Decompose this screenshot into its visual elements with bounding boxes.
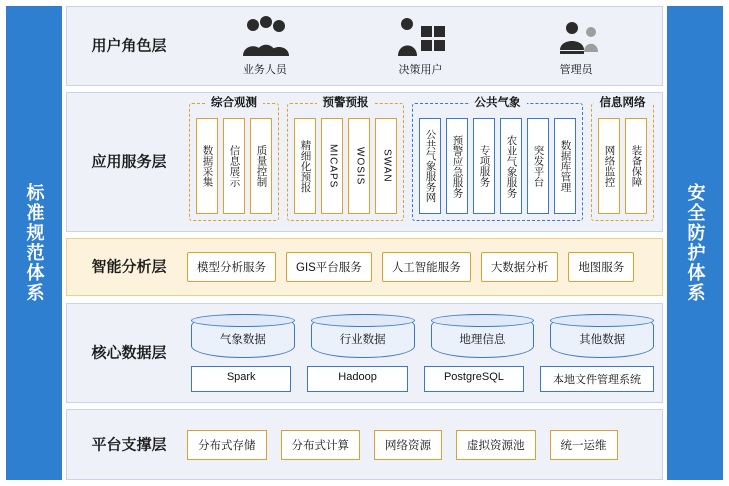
database-chip[interactable]: PostgreSQL	[424, 366, 524, 392]
group-users-icon	[239, 16, 291, 58]
right-pillar	[667, 6, 723, 480]
data-cylinder[interactable]	[311, 314, 415, 358]
app-service-chip[interactable]: SWAN	[375, 118, 397, 214]
app-group-public-meteorology	[412, 97, 583, 221]
smart-analysis-item[interactable]: 地图服务	[568, 252, 634, 282]
data-cylinder-label: 其他数据	[579, 334, 626, 346]
data-cylinder-label: 地理信息	[459, 334, 506, 346]
app-group-information-network	[591, 97, 654, 221]
smart-analysis-item[interactable]: 模型分析服务	[187, 252, 276, 282]
app-service-chip[interactable]: 数据库管理	[554, 118, 576, 214]
app-group-title: 信息网络	[594, 94, 652, 110]
app-group-title: 预警预报	[317, 94, 375, 110]
platform-item[interactable]: 统一运维	[550, 430, 618, 460]
app-group-warning-forecast	[287, 97, 404, 221]
left-pillar-label: 标准规范体系	[24, 183, 45, 303]
smart-analysis-content	[187, 239, 654, 295]
data-cylinder-list	[187, 314, 654, 358]
app-group-comprehensive-observation	[189, 97, 279, 221]
platform-support-layer-title: 平台支撑层	[91, 435, 167, 453]
smart-analysis-layer	[66, 238, 663, 296]
database-chip[interactable]: Hadoop	[307, 366, 407, 392]
app-service-chip[interactable]: WOSIS	[348, 118, 370, 214]
application-service-layer-title: 应用服务层	[91, 153, 167, 171]
role-caption: 管理员	[559, 63, 593, 76]
smart-analysis-item[interactable]: 人工智能服务	[382, 252, 471, 282]
data-cylinder-label: 行业数据	[339, 334, 386, 346]
app-service-chip[interactable]: 预警应急服务	[446, 118, 468, 214]
app-service-chip[interactable]: 精细化预报	[294, 118, 316, 214]
role-caption: 决策用户	[398, 63, 443, 76]
smart-analysis-item[interactable]: 大数据分析	[481, 252, 559, 282]
platform-item[interactable]: 分布式存储	[187, 430, 267, 460]
database-chip[interactable]: Spark	[191, 366, 291, 392]
app-service-chip[interactable]: 农业气象服务	[500, 118, 522, 214]
role-list	[187, 7, 654, 85]
right-pillar-label: 安全防护体系	[685, 183, 706, 303]
platform-support-layer	[66, 409, 663, 480]
database-chip[interactable]: 本地文件管理系统	[540, 366, 654, 392]
data-cylinder[interactable]	[550, 314, 654, 358]
app-service-chip[interactable]: 装备保障	[625, 118, 647, 214]
app-service-chip[interactable]: 公共气象服务网	[419, 118, 441, 214]
user-role-content	[187, 7, 654, 85]
admin-user-icon	[550, 16, 602, 58]
app-service-chip[interactable]: 信息展示	[223, 118, 245, 214]
smart-analysis-item[interactable]: GIS平台服务	[286, 252, 372, 282]
core-data-layer-title: 核心数据层	[91, 344, 167, 362]
core-data-content	[187, 304, 654, 402]
app-service-chip[interactable]: 质量控制	[250, 118, 272, 214]
presenter-icon	[394, 16, 446, 58]
platform-item[interactable]: 虚拟资源池	[456, 430, 536, 460]
app-service-chip[interactable]: 突发平台	[527, 118, 549, 214]
core-data-wrapper	[187, 304, 654, 402]
platform-item-list	[187, 410, 654, 479]
left-pillar	[6, 6, 62, 480]
user-role-layer	[66, 6, 663, 86]
role-item[interactable]	[239, 16, 291, 77]
app-service-chip[interactable]: MICAPS	[321, 118, 343, 214]
data-cylinder-label: 气象数据	[219, 334, 266, 346]
app-service-chip[interactable]: 网络监控	[598, 118, 620, 214]
app-group-title: 综合观测	[205, 94, 263, 110]
app-group-title: 公共气象	[469, 94, 527, 110]
role-caption: 业务人员	[242, 63, 287, 76]
platform-item[interactable]: 网络资源	[374, 430, 442, 460]
user-role-layer-title: 用户角色层	[91, 37, 167, 55]
application-service-content	[187, 93, 654, 231]
app-service-chip[interactable]: 数据采集	[196, 118, 218, 214]
smart-analysis-item-list	[187, 239, 654, 295]
role-item[interactable]	[394, 16, 446, 77]
core-data-layer	[66, 303, 663, 403]
data-cylinder[interactable]	[431, 314, 535, 358]
app-service-chip[interactable]: 专项服务	[473, 118, 495, 214]
application-service-layer	[66, 92, 663, 232]
platform-support-content	[187, 410, 654, 479]
data-cylinder[interactable]	[191, 314, 295, 358]
application-group-list	[187, 93, 654, 231]
role-item[interactable]	[550, 16, 602, 77]
smart-analysis-layer-title: 智能分析层	[91, 258, 167, 276]
platform-item[interactable]: 分布式计算	[281, 430, 361, 460]
database-chip-list	[187, 366, 654, 392]
